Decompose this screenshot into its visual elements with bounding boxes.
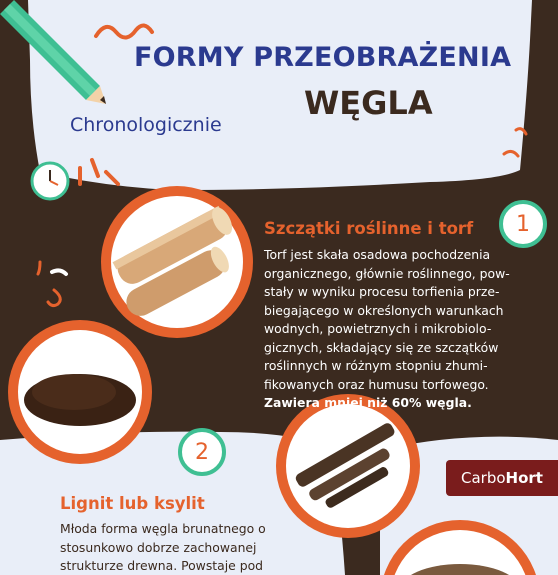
clock-icon [32,163,68,199]
logo-text-part1: Carbo [461,469,506,487]
peat-soil-image [8,320,152,464]
lignite-image [276,394,420,538]
carbohort-logo [446,460,558,496]
logo-text-part2: Hort [505,469,543,487]
section-body: Młoda forma węgla brunatnego o stosunkowo dobrze zachowanej strukturze drewna. Powstaje pod [60,521,266,573]
section-body-text: Torf jest skała osadowa pochodzenia organicznego, głównie roślinnego, pow-stały w wyniku procesu torfienia prze-biegającego w określonych warunkach wodnych, powietrznych i mikrobiolo-gicznych, składający się ze szczątków roślinnych w różnym stopniu zhumi-fikowanych oraz humusu torfowego. [264,247,510,392]
section-number-badge: 2 [178,428,226,476]
section-body [264,246,514,413]
wood-logs-image [101,186,253,338]
page-subtitle: Chronologicznie [70,114,222,136]
section-title: Lignit lub ksylit [60,494,205,513]
section-number-badge: 1 [499,200,547,248]
section-highlight: Zawiera mniej niż 60% węgla. [264,395,472,410]
page-title-line2: WĘGLA [304,84,433,122]
page-title: FORMY PRZEOBRAŻENIA [134,42,512,73]
section-title: Szczątki roślinne i torf [264,219,474,238]
